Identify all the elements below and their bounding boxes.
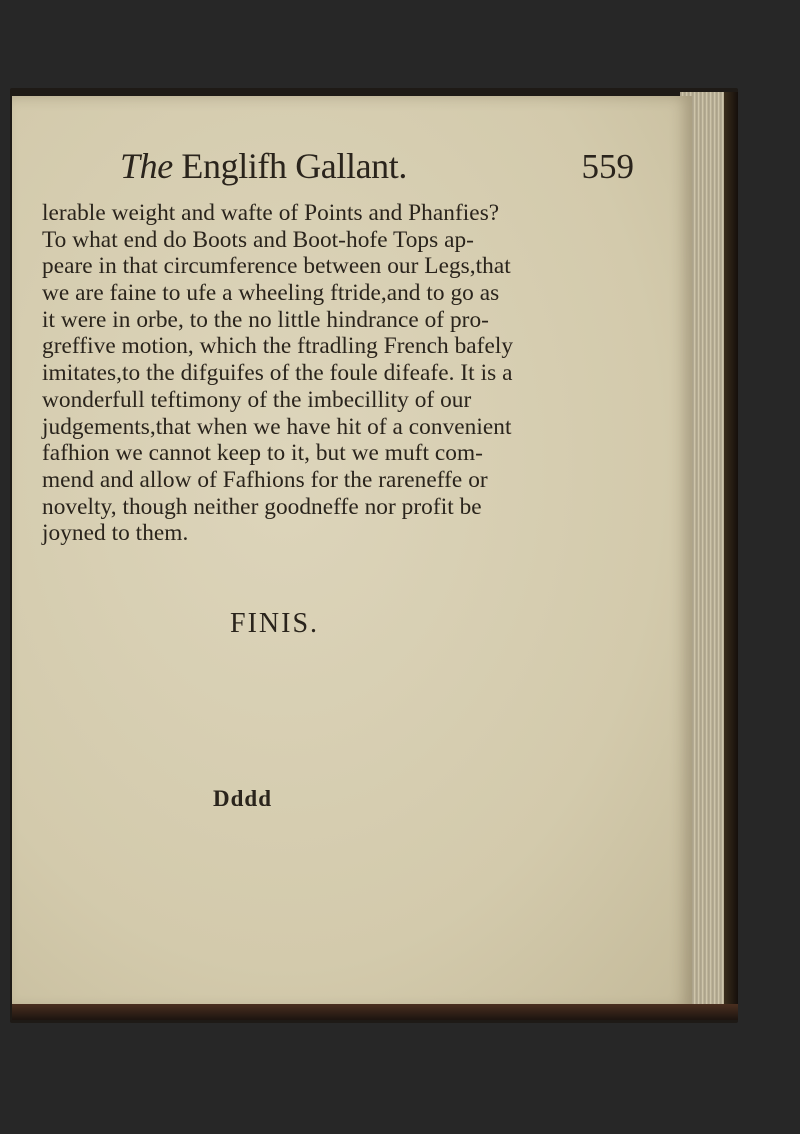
finis-text: FINIS. <box>230 608 320 639</box>
body-line: imitates,to the difguifes of the foule difeafe. It is a <box>42 360 513 387</box>
page-text <box>42 148 652 547</box>
title-main: Englifh Gallant. <box>181 146 407 186</box>
body-line: greffive motion, which the ftradling French bafely <box>42 333 514 360</box>
running-head <box>120 148 634 200</box>
body-line: wonderfull teftimony of the imbecillity of our <box>42 386 472 413</box>
page-edge-shadow <box>724 92 738 1020</box>
body-line: To what end do Boots and Boot-hofe Tops ap- <box>42 226 474 253</box>
page-title <box>120 148 407 184</box>
body-line: we are faine to ufe a wheeling ftride,and to go as <box>42 280 500 307</box>
body-line: mend and allow of Fafhions for the rareneffe or <box>42 466 488 493</box>
signature-mark: Dddd <box>213 786 272 811</box>
body-line: novelty, though neither goodneffe nor profit be <box>42 493 482 520</box>
body-line: peare in that circumference between our Legs,that <box>42 253 511 280</box>
body-line: joyned to them. <box>42 520 189 547</box>
body-line: lerable weight and wafte of Points and Phanfies? <box>42 200 500 226</box>
body-paragraph <box>42 200 652 547</box>
body-line: judgements,that when we have hit of a convenient <box>42 413 512 440</box>
body-line: fafhion we cannot keep to it, but we muft com- <box>42 440 483 467</box>
body-line: it were in orbe, to the no little hindrance of pro- <box>42 306 489 333</box>
page-bottom-edge <box>12 1004 738 1020</box>
page-number: 559 <box>581 147 634 186</box>
title-prefix: The <box>120 146 173 186</box>
